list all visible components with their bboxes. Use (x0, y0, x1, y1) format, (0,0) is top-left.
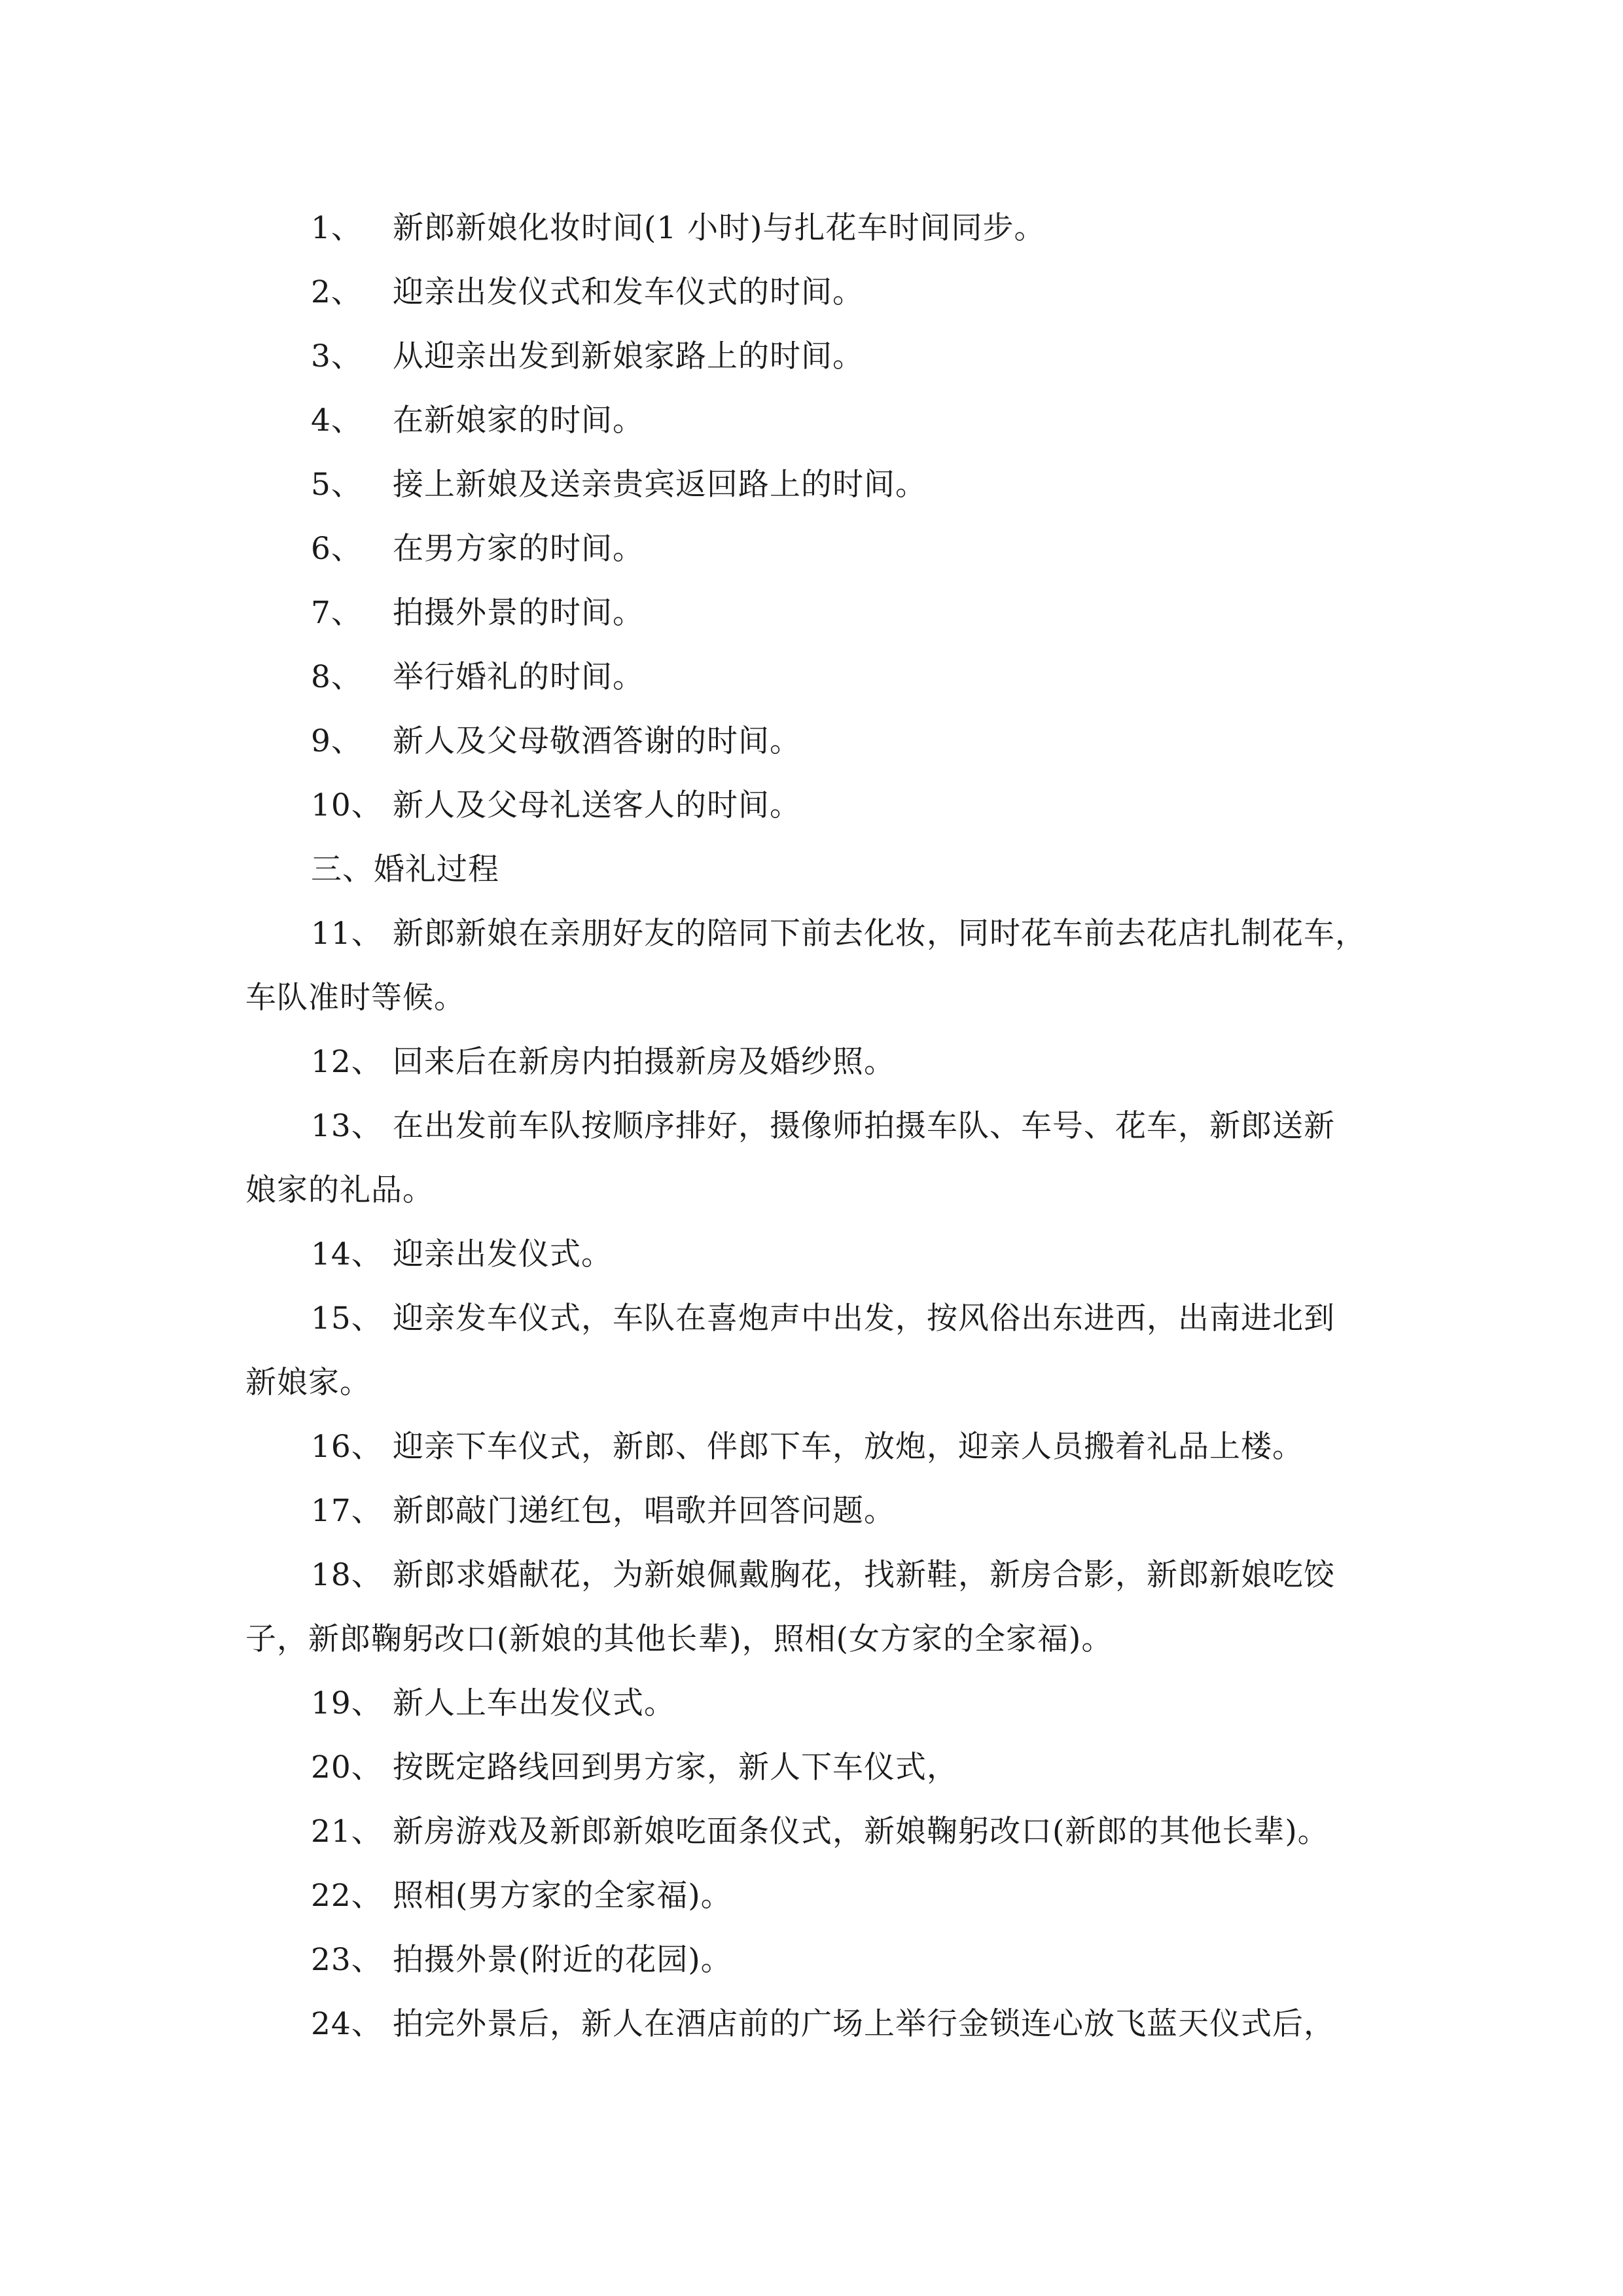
item-text: 迎亲下车仪式，新郎、伴郎下车，放炮，迎亲人员搬着礼品上楼。 (393, 1429, 1304, 1465)
item-number: 22、 (311, 1878, 383, 1914)
list-item (245, 1800, 1397, 1864)
item-text: 新郎新娘在亲朋好友的陪同下前去化妆，同时花车前去花店扎制花车， (393, 916, 1366, 952)
item-number: 13、 (311, 1108, 383, 1144)
list-item (245, 196, 1397, 260)
item-text: 接上新娘及送亲贵宾返回路上的时间。 (393, 467, 927, 503)
list-item (245, 581, 1397, 645)
list-item (245, 709, 1397, 774)
item-text: 在新娘家的时间。 (393, 403, 644, 439)
list-item (245, 517, 1397, 581)
list-item (245, 260, 1397, 325)
item-text: 迎亲出发仪式。 (393, 1236, 613, 1272)
item-number: 16、 (311, 1429, 383, 1465)
document-body (245, 196, 1397, 2056)
item-text: 新郎新娘化妆时间(1 小时)与扎花车时间同步。 (393, 210, 1046, 246)
list-item (245, 1992, 1397, 2056)
item-text: 迎亲出发仪式和发车仪式的时间。 (393, 274, 864, 310)
list-item (245, 1864, 1397, 1928)
item-text: 拍摄外景(附近的花园)。 (393, 1942, 732, 1978)
item-text: 新人及父母敬酒答谢的时间。 (393, 723, 801, 759)
item-number: 24、 (311, 2006, 383, 2042)
list-item (245, 389, 1397, 453)
list-item (245, 325, 1397, 389)
item-text: 从迎亲出发到新娘家路上的时间。 (393, 338, 864, 374)
item-number: 20、 (311, 1749, 383, 1785)
list-item (245, 774, 1397, 838)
item-text: 举行婚礼的时间。 (393, 659, 644, 695)
item-number: 4、 (311, 403, 363, 439)
item-number: 8、 (311, 659, 363, 695)
item-text: 新郎求婚献花，为新娘佩戴胸花，找新鞋，新房合影，新郎新娘吃饺 (393, 1557, 1335, 1593)
item-text: 拍摄外景的时间。 (393, 595, 644, 631)
item-continuation: 娘家的礼品。 (245, 1172, 434, 1208)
item-text: 在出发前车队按顺序排好，摄像师拍摄车队、车号、花车，新郎送新 (393, 1108, 1335, 1144)
list-item (245, 1928, 1397, 1992)
item-text: 新郎敲门递红包，唱歌并回答问题。 (393, 1493, 895, 1529)
item-number: 18、 (311, 1557, 383, 1593)
list-item (245, 1223, 1397, 1287)
list-item (245, 1094, 1397, 1158)
item-number: 15、 (311, 1300, 383, 1336)
item-text: 新人及父母礼送客人的时间。 (393, 787, 801, 823)
item-number: 12、 (311, 1044, 383, 1080)
list-item (245, 453, 1397, 517)
item-text: 照相(男方家的全家福)。 (393, 1878, 732, 1914)
item-number: 11、 (311, 916, 383, 952)
list-item (245, 1287, 1397, 1351)
list-item (245, 902, 1397, 966)
item-number: 6、 (311, 531, 363, 567)
list-item (245, 645, 1397, 709)
list-item (245, 1543, 1397, 1607)
list-item (245, 1672, 1397, 1736)
item-number: 2、 (311, 274, 363, 310)
item-text: 回来后在新房内拍摄新房及婚纱照。 (393, 1044, 895, 1080)
item-number: 17、 (311, 1493, 383, 1529)
item-text: 在男方家的时间。 (393, 531, 644, 567)
item-number: 23、 (311, 1942, 383, 1978)
item-text: 新房游戏及新郎新娘吃面条仪式，新娘鞠躬改口(新郎的其他长辈)。 (393, 1814, 1329, 1850)
section-heading: 三、婚礼过程 (311, 852, 499, 888)
list-item (245, 1736, 1397, 1800)
item-number: 7、 (311, 595, 363, 631)
list-item (245, 1415, 1397, 1479)
item-continuation: 子，新郎鞠躬改口(新娘的其他长辈)，照相(女方家的全家福)。 (245, 1621, 1113, 1657)
item-text: 迎亲发车仪式，车队在喜炮声中出发，按风俗出东进西，出南进北到 (393, 1300, 1335, 1336)
item-text: 拍完外景后，新人在酒店前的广场上举行金锁连心放飞蓝天仪式后， (393, 2006, 1335, 2042)
item-number: 10、 (311, 787, 383, 823)
item-text: 新人上车出发仪式。 (393, 1685, 675, 1721)
list-item (245, 1479, 1397, 1543)
item-number: 3、 (311, 338, 363, 374)
item-number: 21、 (311, 1814, 383, 1850)
item-number: 19、 (311, 1685, 383, 1721)
item-number: 5、 (311, 467, 363, 503)
list-item (245, 1030, 1397, 1094)
item-number: 9、 (311, 723, 363, 759)
item-continuation: 新娘家。 (245, 1365, 371, 1401)
item-number: 14、 (311, 1236, 383, 1272)
item-number: 1、 (311, 210, 363, 246)
item-continuation: 车队准时等候。 (245, 980, 465, 1016)
item-text: 按既定路线回到男方家，新人下车仪式， (393, 1749, 958, 1785)
